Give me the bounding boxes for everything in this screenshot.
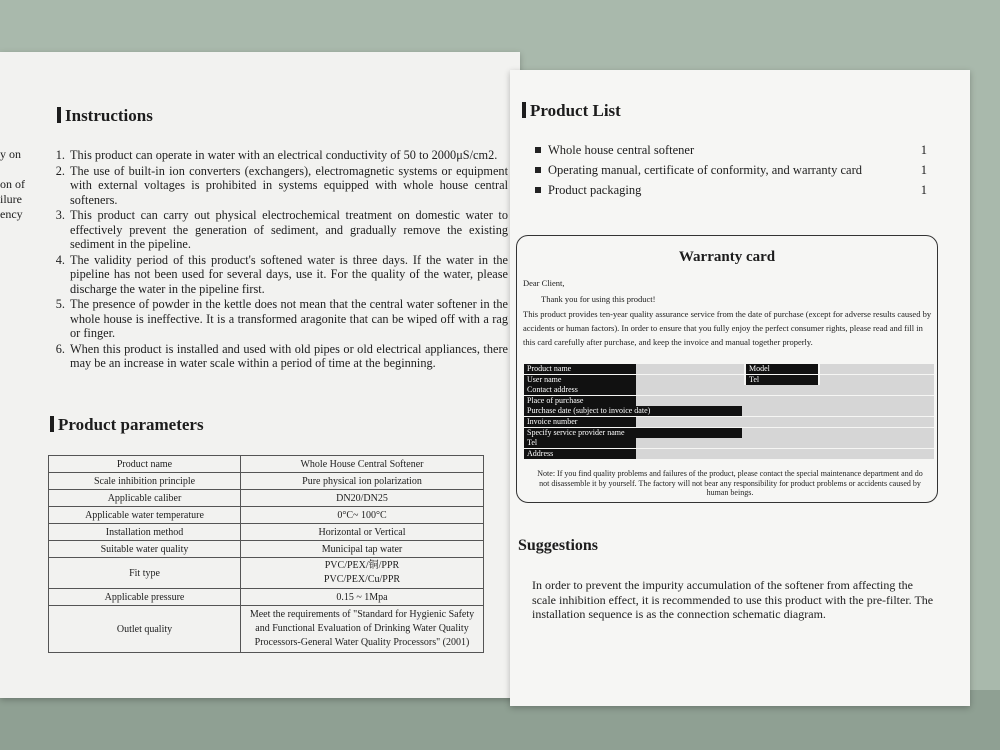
field-tel-2: Tel: [524, 438, 636, 448]
field-user-name: User name: [524, 375, 636, 385]
instruction-item: 2. The use of built-in ion converters (exchangers), electromagnetic systems or equipment with external voltages is prohibited in systems equipped with whole house central softeners.: [68, 164, 508, 208]
instructions-heading: [57, 106, 153, 126]
instructions-title: Instructions: [65, 106, 153, 125]
parameters-table: [48, 455, 484, 653]
input-product-name[interactable]: [636, 364, 744, 374]
bullet-square-icon: [535, 167, 541, 173]
instruction-item: 3. This product can carry out physical electrochemical treatment on domestic water to effectively prevent the generation of sediment, and gradually remove the existing sediment in the pipeline.: [68, 208, 508, 252]
field-address: Address: [524, 449, 636, 459]
input-purchase-date[interactable]: [742, 406, 934, 416]
cut-text-1: y on: [0, 147, 21, 161]
input-user-name[interactable]: [636, 375, 744, 385]
instruction-item: 4. The validity period of this product's softened water is three days. If the water in the pipeline has not been used for several days, use it. For the quality of the water, please discharge the water in the pipeline first.: [68, 253, 508, 297]
cut-text-2: on of: [0, 177, 25, 191]
field-service-provider: Specify service provider name: [524, 428, 742, 438]
product-list-title: Product List: [530, 101, 621, 120]
table-row: [49, 524, 484, 541]
instruction-item: 5. The presence of powder in the kettle does not mean that the central water softener in the whole house is ineffective. It is a transformed aragonite that can be wiped off with a rag or finger.: [68, 297, 508, 341]
list-item: [535, 183, 935, 203]
input-model[interactable]: [820, 364, 934, 374]
table-row: [49, 589, 484, 606]
param-value: PVC/PEX/铜/PPR PVC/PEX/Cu/PPR: [241, 558, 484, 589]
input-service-provider[interactable]: [742, 428, 934, 438]
warranty-greeting: Dear Client,: [523, 278, 565, 288]
input-place-of-purchase[interactable]: [636, 396, 934, 406]
instruction-item: 1. This product can operate in water with an electrical conductivity of 50 to 2000μS/cm2.: [68, 148, 508, 163]
product-name: Whole house central softener: [548, 143, 695, 157]
parameters-heading: [50, 415, 204, 435]
warranty-body: This product provides ten-year quality assurance service from the date of purchase (except for adverse results caused by accidents or human factors). In order to ensure that you fully enjoy the perfect consumer rights, please read and fill in this card carefully after purchase, and keep the invoice and manual together properly.: [523, 309, 932, 347]
input-contact-address[interactable]: [636, 385, 934, 395]
instructions-list: [50, 148, 508, 372]
table-row: [49, 558, 484, 589]
table-row: [49, 541, 484, 558]
field-purchase-date: Purchase date (subject to invoice date): [524, 406, 742, 416]
param-key: Outlet quality: [49, 606, 241, 653]
field-contact-address: Contact address: [524, 385, 636, 395]
product-qty: 1: [920, 183, 927, 197]
suggestions-title: Suggestions: [518, 537, 599, 554]
product-name: Product packaging: [548, 183, 642, 197]
input-invoice-number[interactable]: [636, 417, 934, 427]
param-value: 0.15 ~ 1Mpa: [241, 589, 484, 606]
input-tel-2[interactable]: [636, 438, 934, 448]
field-place-of-purchase: Place of purchase: [524, 396, 636, 406]
table-row: [49, 490, 484, 507]
list-item: [535, 143, 935, 163]
instruction-item: 6. When this product is installed and used with old pipes or old electrical appliances, there may be an increase in water scale within a period of time at the beginning.: [68, 342, 508, 371]
param-value: DN20/DN25: [241, 490, 484, 507]
suggestions-text: In order to prevent the impurity accumulation of the softener from affecting the scale inhibition effect, it is recommended to use this product with the pre-filter. The installation sequence is as the connection schematic diagram.: [532, 578, 934, 621]
table-row: [49, 456, 484, 473]
cut-text-4: ency: [0, 207, 23, 221]
table-row: [49, 473, 484, 490]
input-tel[interactable]: [820, 375, 934, 385]
heading-bar-icon: [57, 107, 61, 123]
param-value: Horizontal or Vertical: [241, 524, 484, 541]
field-product-name: Product name: [524, 364, 636, 374]
field-invoice-number: Invoice number: [524, 417, 636, 427]
param-key: Installation method: [49, 524, 241, 541]
param-key: Scale inhibition principle: [49, 473, 241, 490]
warranty-thanks: Thank you for using this product!: [541, 294, 656, 304]
table-row: [49, 507, 484, 524]
heading-bar-icon: [50, 416, 54, 432]
param-value: Municipal tap water: [241, 541, 484, 558]
product-list: [535, 143, 935, 203]
product-qty: 1: [920, 143, 927, 157]
field-model: Model: [746, 364, 818, 374]
warranty-note: Note: If you find quality problems and failures of the product, please contact the special maintenance department and do not disassemble it by yourself. The factory will not bear any responsibility for product problems or accidents caused by human beings.: [537, 469, 923, 497]
warranty-card: [516, 235, 938, 503]
parameters-title: Product parameters: [58, 415, 204, 434]
param-key: Fit type: [49, 558, 241, 589]
heading-bar-icon: [522, 102, 526, 118]
input-address[interactable]: [636, 449, 934, 459]
param-key: Product name: [49, 456, 241, 473]
param-key: Applicable water temperature: [49, 507, 241, 524]
param-key: Suitable water quality: [49, 541, 241, 558]
list-item: [535, 163, 935, 183]
warranty-form: [524, 364, 934, 459]
product-name: Operating manual, certificate of conformity, and warranty card: [548, 163, 862, 177]
param-value: 0°C~ 100°C: [241, 507, 484, 524]
product-qty: 1: [920, 163, 927, 177]
param-key: Applicable caliber: [49, 490, 241, 507]
param-value: Pure physical ion polarization: [241, 473, 484, 490]
product-list-heading: [522, 101, 621, 121]
bullet-square-icon: [535, 147, 541, 153]
param-value: Whole House Central Softener: [241, 456, 484, 473]
bullet-square-icon: [535, 187, 541, 193]
warranty-title: Warranty card: [678, 249, 776, 265]
cut-text-3: ilure: [0, 192, 22, 206]
param-key: Applicable pressure: [49, 589, 241, 606]
table-row: [49, 606, 484, 653]
field-tel: Tel: [746, 375, 818, 385]
param-value: Meet the requirements of "Standard for Hygienic Safety and Functional Evaluation of Drinking Water Quality Processors-General Water Quality Processors" (2001): [241, 606, 484, 653]
